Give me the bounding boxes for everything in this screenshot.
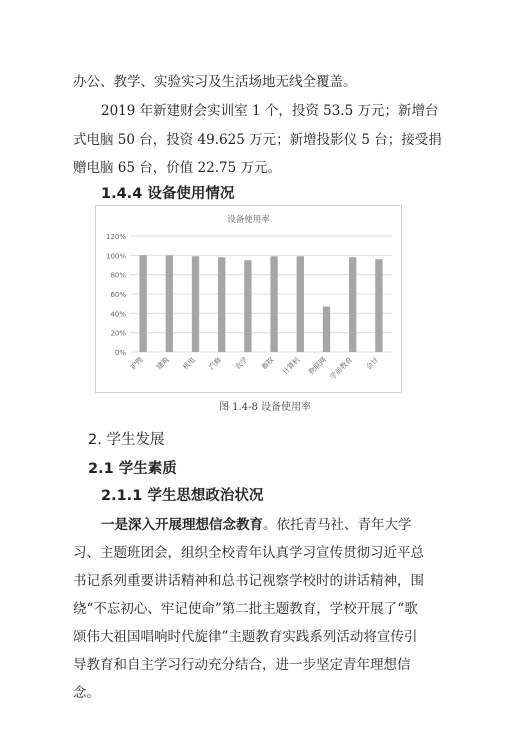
chart-title: 设备使用率	[227, 215, 270, 225]
paragraph-line	[101, 515, 412, 535]
paragraph-text: 。依托青马社、青年大学	[263, 517, 412, 533]
x-tick-label: 汽修	[207, 355, 224, 372]
paragraph-line: 书记系列重要讲话精神和总书记视察学校时的讲话精神，围	[73, 573, 424, 589]
section-heading: 1.4.4 设备使用情况	[101, 186, 235, 202]
paragraph-line: 2019 年新建财会实训室 1 个，投资 53.5 万元；新增台	[101, 103, 439, 119]
y-tick-label: 60%	[110, 291, 126, 299]
paragraph-line: 式电脑 50 台，投资 49.625 万元；新增投影仪 5 台；接受捐	[73, 132, 442, 148]
usage-chart-svg	[96, 206, 401, 392]
bar	[192, 256, 199, 352]
paragraph-line: 习、主题班团会，组织全校青年认真学习宣传贯彻习近平总	[73, 545, 424, 561]
y-tick-label: 100%	[105, 252, 126, 261]
x-tick-label: 畜牧	[259, 355, 276, 372]
bar	[218, 257, 225, 352]
y-tick-label: 40%	[110, 310, 126, 319]
paragraph-line: 赠电脑 65 台，价值 22.75 万元。	[73, 160, 281, 176]
bar	[270, 256, 277, 352]
paragraph-line: 办公、教学、实验实习及生活场地无线全覆盖。	[73, 74, 357, 90]
bar	[297, 256, 304, 352]
paragraph-line: 念。	[73, 685, 100, 701]
y-tick-label: 80%	[110, 271, 126, 280]
x-tick-label: 物联网	[307, 355, 328, 377]
section-heading: 2. 学生发展	[88, 432, 165, 448]
x-tick-label: 计算机	[281, 355, 302, 377]
x-tick-label: 会计	[364, 355, 381, 372]
paragraph-line: 绕“不忘初心、牢记使命”第二批主题教育，学校开展了“歌	[73, 601, 418, 617]
bar	[139, 255, 146, 352]
bar	[349, 257, 356, 352]
x-tick-label: 建筑	[155, 355, 171, 372]
usage-chart	[95, 205, 402, 393]
section-heading: 2.1.1 学生思想政治状况	[101, 488, 264, 504]
section-heading: 2.1 学生素质	[88, 461, 177, 477]
bar	[166, 255, 173, 352]
bar	[244, 260, 251, 352]
x-tick-label: 学前教育	[328, 355, 355, 382]
bar	[375, 259, 382, 352]
x-tick-label: 护理	[128, 355, 145, 372]
y-tick-label: 0%	[114, 349, 126, 357]
paragraph-line: 颂伟大祖国唱响时代旋律”主题教育实践系列活动将宣传引	[73, 629, 418, 645]
x-tick-label: 机电	[181, 355, 197, 372]
figure-caption: 图 1.4-8 设备使用率	[218, 402, 311, 413]
bar	[323, 307, 330, 352]
lead-phrase: 一是深入开展理想信念教育	[101, 517, 263, 533]
y-tick-label: 20%	[110, 329, 126, 338]
x-tick-label: 农学	[233, 355, 250, 372]
paragraph-line: 导教育和自主学习行动充分结合，进一步坚定青年理想信	[73, 657, 411, 673]
y-tick-label: 120%	[105, 233, 126, 241]
